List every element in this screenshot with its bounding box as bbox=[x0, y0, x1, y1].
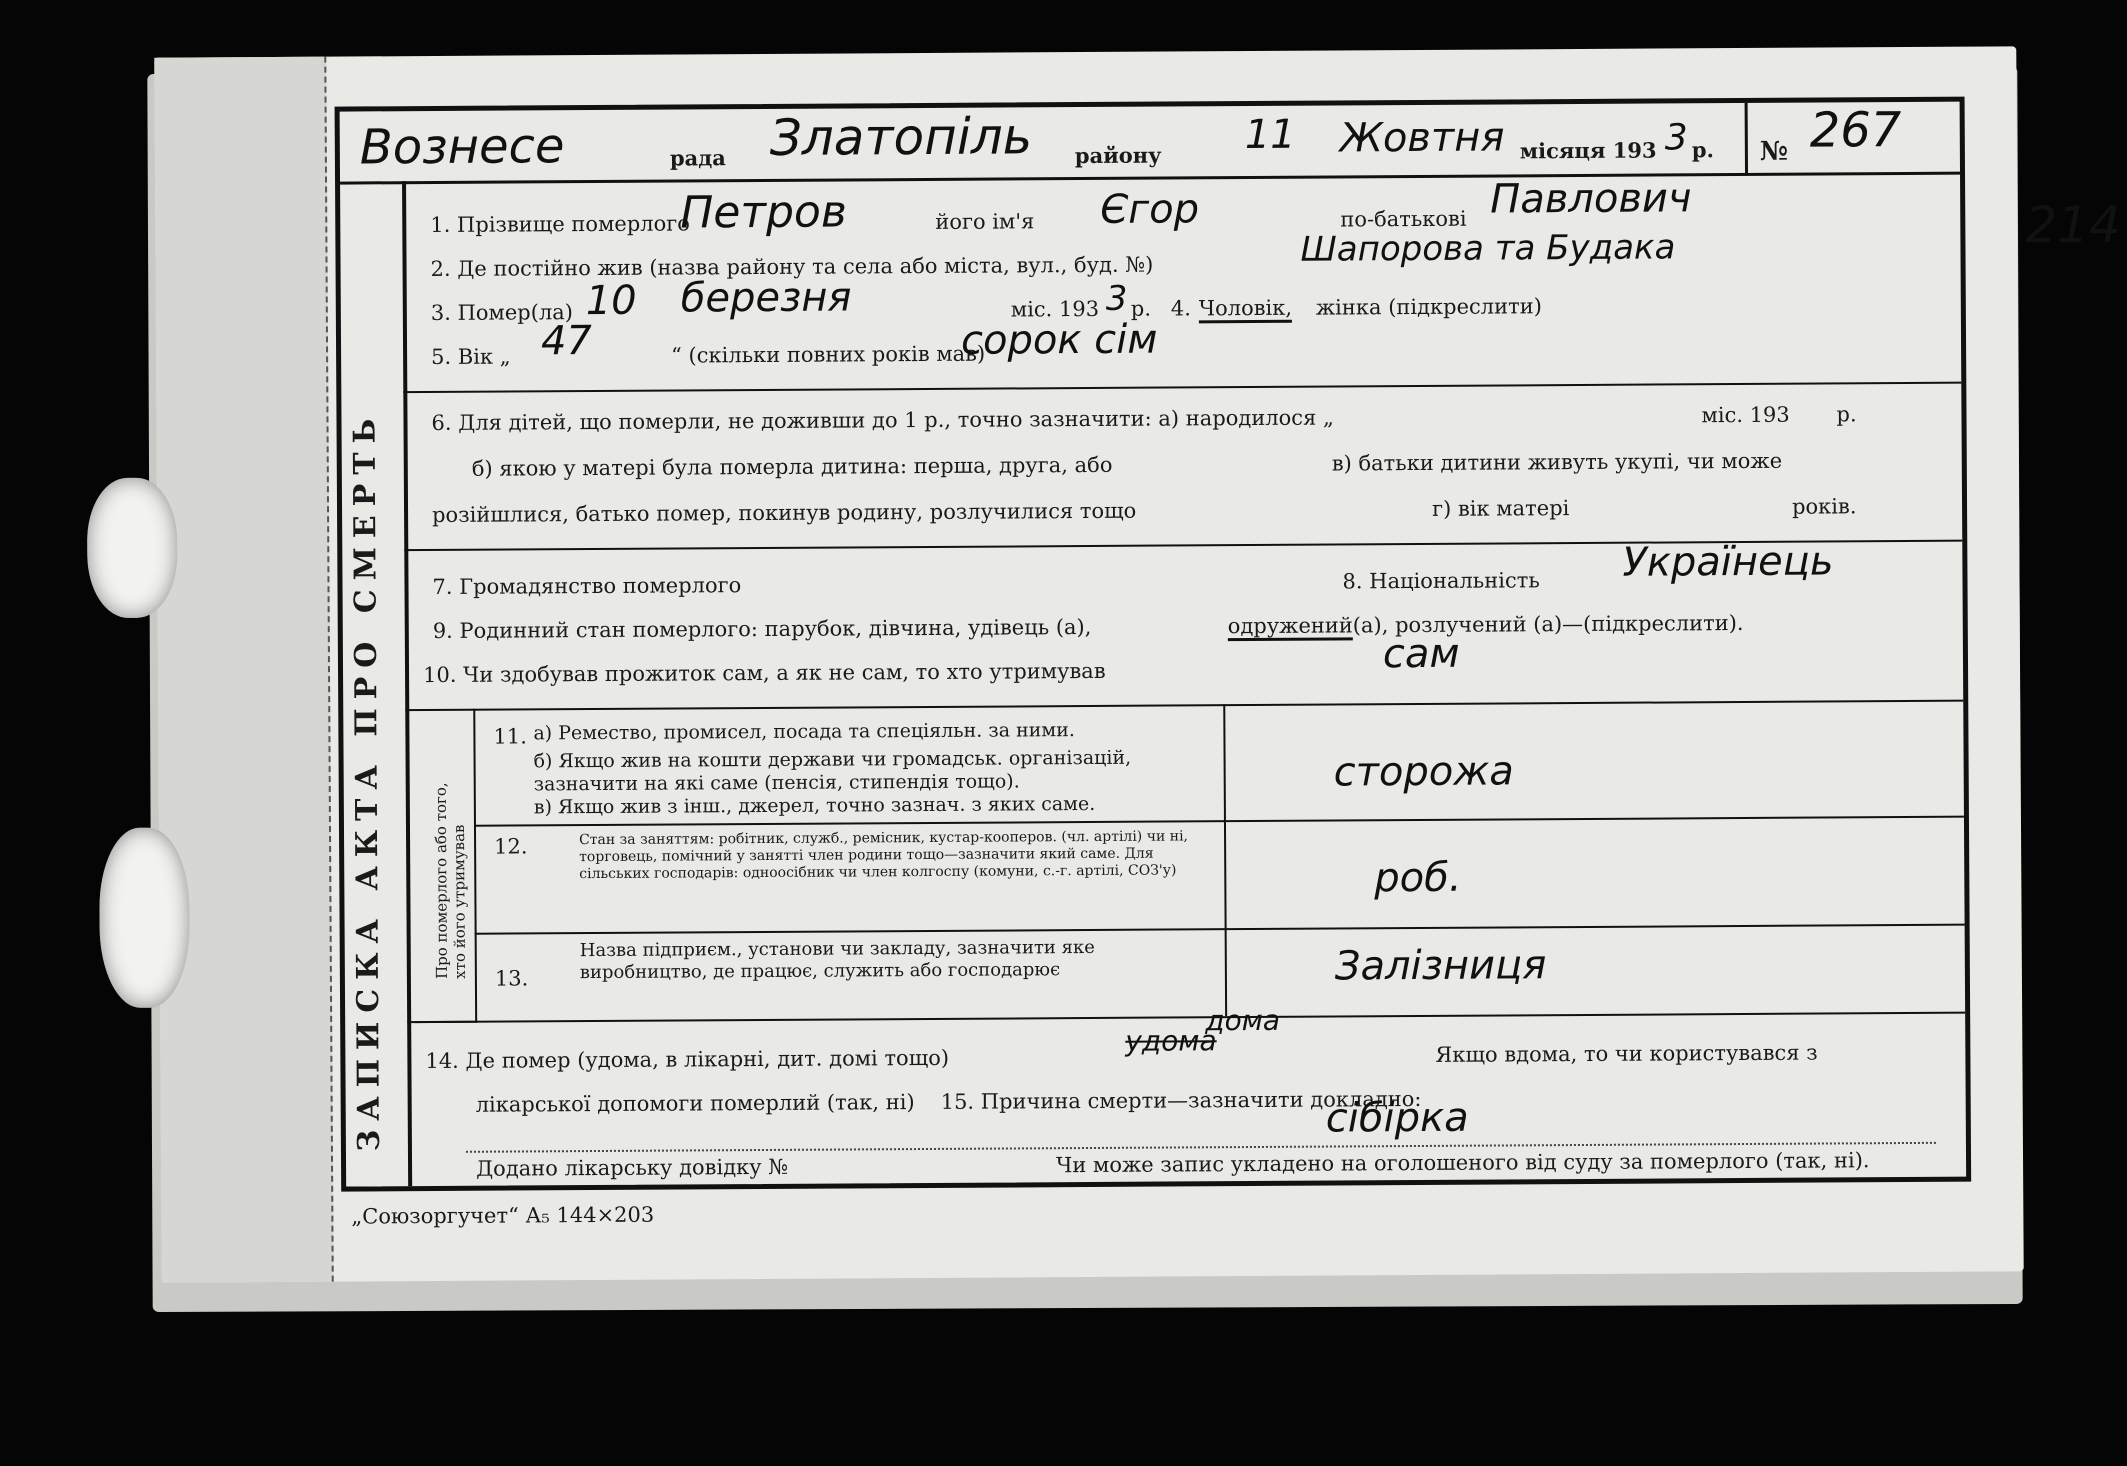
death-year-suffix: р. bbox=[1130, 296, 1152, 321]
field-6-line-3b: г) вік матері bbox=[1431, 496, 1570, 521]
field-13-text: Назва підприєм., установи чи закладу, зазначити яке виробництво, де працює, служить або господарює bbox=[579, 936, 1095, 984]
field-9-label-b: (а), розлучений (а)—(підкреслити). bbox=[1352, 611, 1744, 638]
field-14-rest: Якщо вдома, то чи користувався з bbox=[1435, 1040, 1818, 1067]
day-handwritten: 11 bbox=[1244, 111, 1296, 159]
attached-certificate-label: Додано лікарську довідку № bbox=[475, 1154, 789, 1181]
field-4-label: 4. bbox=[1170, 296, 1191, 321]
field-3-label: 3. Помер(ла) bbox=[430, 300, 574, 326]
workplace-handwritten: Залізниця bbox=[1334, 942, 1547, 990]
field-8-label: 8. Національність bbox=[1342, 568, 1540, 594]
answer-column-divider bbox=[1223, 704, 1227, 1016]
status-handwritten: роб. bbox=[1374, 854, 1462, 902]
death-mis-label: міс. 193 bbox=[1010, 296, 1100, 322]
field-9-label-a: 9. Родинний стан померлого: парубок, дівчина, удівець (а), bbox=[432, 614, 1092, 644]
cause-of-death-handwritten: сібірка bbox=[1325, 1094, 1469, 1142]
age-description: “ (скільки повних років мав) bbox=[671, 341, 986, 368]
number-handwritten: 267 bbox=[1809, 102, 1902, 159]
field-11-number: 11. bbox=[493, 724, 527, 749]
form-title: ЗАПИСКА АКТА ПРО СМЕРТЬ bbox=[347, 409, 387, 1152]
patronymic-handwritten: Павлович bbox=[1490, 175, 1692, 223]
death-place-handwritten: дома bbox=[1205, 1003, 1281, 1038]
printer-imprint: „Союзоргучет“ А₅ 144×203 bbox=[351, 1202, 655, 1229]
age-handwritten: 47 bbox=[540, 318, 593, 365]
field-6-line-1: 6. Для дітей, що померли, не доживши до 1 р., точно зазначити: а) народилося „ bbox=[431, 405, 1334, 436]
field-2-label: 2. Де постійно жив (назва району та села або міста, вул., буд. №) bbox=[430, 252, 1154, 282]
field-6-line-3a: розійшлися, батько помер, покинув родину, розлучилися тощо bbox=[432, 498, 1137, 528]
death-day-handwritten: 10 bbox=[585, 277, 637, 325]
death-place-struck-handwritten: удома bbox=[1125, 1024, 1217, 1058]
field-1-label: 1. Прізвище померлого bbox=[430, 211, 690, 238]
row-divider bbox=[405, 700, 1963, 712]
field-10-label: 10. Чи здобував прожиток сам, а як не сам, то хто утримував bbox=[422, 658, 1106, 688]
row-divider bbox=[475, 924, 1965, 935]
sex-options: жінка (підкреслити) bbox=[1315, 294, 1542, 320]
field-5-label: 5. Вік „ bbox=[431, 344, 511, 370]
field-12-text: Стан за заняттям: робітник, служб., ремісник, кустар-кооперов. (чл. артілі) чи ні, торговець, помічний у занятті член родини тощо—зазначити який саме. Для сільських господарів: одноосібник чи член колгоспу (комуни, с.-г. артілі, СОЗ'у) bbox=[579, 828, 1189, 883]
nationality-handwritten: Українець bbox=[1622, 538, 1834, 586]
name-label: його ім'я bbox=[935, 209, 1035, 234]
death-month-handwritten: березня bbox=[680, 274, 852, 322]
sex-male-underlined: Чоловік, bbox=[1199, 296, 1292, 324]
month-label: місяця 193 bbox=[1519, 137, 1657, 164]
field-6-years: років. bbox=[1791, 494, 1857, 519]
field-11b: б) Якщо жив на кошти держави чи громадськ. організацій, зазначити на які саме (пенсія, стипендія тощо). bbox=[533, 746, 1132, 796]
court-question-label: Чи може запис укладено на оголошеного від суду за померлого (так, ні). bbox=[1055, 1148, 1870, 1178]
district-handwritten: Златопіль bbox=[769, 107, 1033, 167]
age-words-handwritten: сорок сім bbox=[960, 316, 1158, 364]
field-11a: а) Ремество, промисел, посада та спеціяльн. за ними. bbox=[533, 719, 1075, 745]
subsection-label-column bbox=[413, 709, 477, 1023]
surname-handwritten: Петров bbox=[680, 186, 847, 239]
district-label: району bbox=[1074, 142, 1162, 169]
death-year-handwritten: 3 bbox=[1105, 278, 1128, 319]
form-header bbox=[340, 102, 1960, 185]
field-6-r: р. bbox=[1836, 402, 1857, 427]
death-record-card bbox=[154, 46, 2121, 1282]
row-divider bbox=[407, 1012, 1965, 1024]
field-6-mis: міс. 193 bbox=[1701, 402, 1790, 428]
field-14-label: 14. Де помер (удома, в лікарні, дит. домі тощо) bbox=[425, 1045, 950, 1074]
perforated-stub bbox=[154, 57, 333, 1283]
field-13-number: 13. bbox=[494, 966, 529, 991]
field-14-line-2: лікарської допомоги померлий (так, ні) bbox=[475, 1090, 915, 1117]
field-6-line-2a: б) якою у матері була померла дитина: перша, друга, або bbox=[471, 452, 1113, 481]
row-divider bbox=[403, 382, 1961, 394]
address-handwritten: Шапорова та Будака bbox=[1300, 227, 1676, 270]
field-11c: в) Якщо жив з інш., джерел, точно зазнач. з яких саме. bbox=[533, 792, 1096, 819]
field-6-line-2b: в) батьки дитини живуть укупі, чи може bbox=[1331, 448, 1783, 476]
field-15-label: 15. Причина смерти—зазначити докладно: bbox=[940, 1086, 1422, 1114]
vertical-title-column bbox=[340, 181, 412, 1186]
support-handwritten: сам bbox=[1382, 630, 1460, 678]
marital-married-underlined: одружений bbox=[1228, 613, 1353, 641]
subsection-title: Про померлого або того, хто його утримував bbox=[431, 782, 469, 980]
year-handwritten: 3 bbox=[1664, 117, 1688, 159]
number-label: № bbox=[1759, 136, 1789, 167]
council-handwritten: Вознесе bbox=[359, 118, 565, 176]
occupation-handwritten: сторожа bbox=[1333, 748, 1514, 796]
month-handwritten: Жовтня bbox=[1339, 114, 1505, 162]
field-12-number: 12. bbox=[494, 834, 528, 859]
field-7-label: 7. Громадянство померлого bbox=[432, 573, 742, 600]
torn-paper-edge bbox=[87, 478, 178, 619]
patronymic-label: по-батькові bbox=[1340, 206, 1467, 232]
side-number-handwritten: 214 bbox=[2025, 195, 2121, 255]
year-suffix: р. bbox=[1691, 137, 1714, 163]
torn-paper-edge bbox=[99, 828, 190, 1009]
council-label: рада bbox=[669, 145, 726, 171]
name-handwritten: Єгор bbox=[1100, 186, 1200, 233]
header-divider bbox=[1745, 103, 1748, 173]
form-frame bbox=[335, 97, 1972, 1192]
